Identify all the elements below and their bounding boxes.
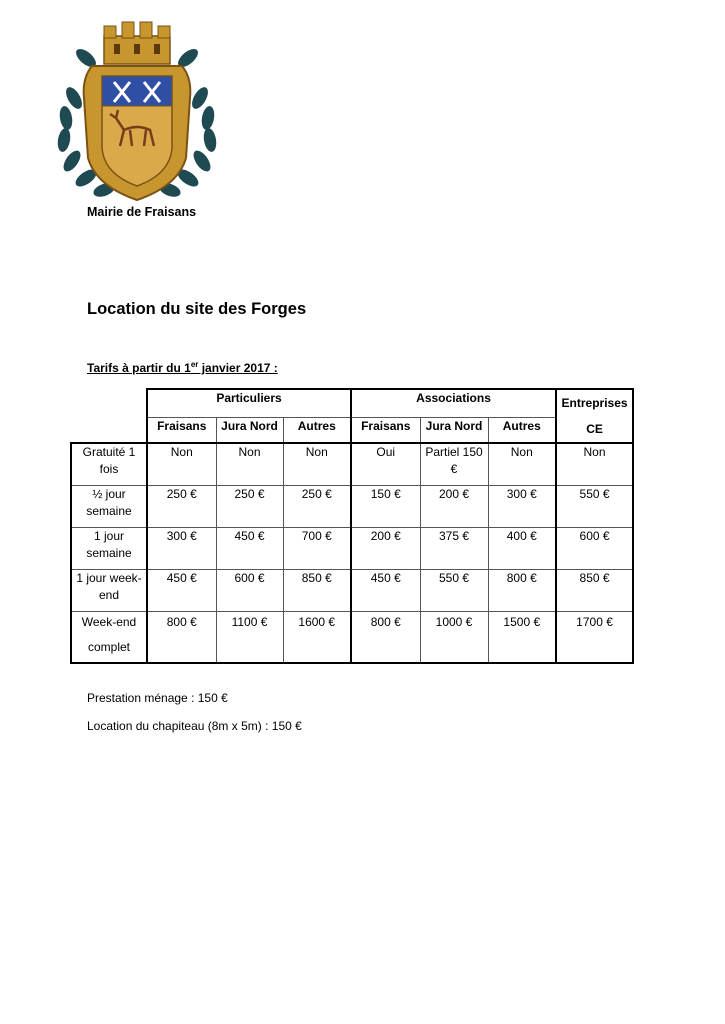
column-header: Jura Nord: [420, 417, 488, 443]
table-cell: 450 €: [351, 569, 420, 611]
table-cell: 450 €: [216, 527, 283, 569]
table-cell: 1600 €: [283, 611, 351, 663]
row-label-line2: complet: [87, 639, 131, 654]
table-cell: 850 €: [283, 569, 351, 611]
column-header: Jura Nord: [216, 417, 283, 443]
table-corner-2: [71, 417, 147, 443]
coat-of-arms-logo: [52, 18, 222, 208]
table-cell: Non: [216, 443, 283, 485]
organization-name: Mairie de Fraisans: [87, 205, 197, 219]
subtitle-suffix: janvier 2017 :: [198, 361, 278, 375]
column-header: Autres: [488, 417, 556, 443]
document-title: Location du site des Forges: [87, 300, 307, 318]
column-header: Fraisans: [351, 417, 420, 443]
table-cell: 300 €: [488, 485, 556, 527]
table-cell: 400 €: [488, 527, 556, 569]
table-corner: [71, 389, 147, 417]
table-cell: 375 €: [420, 527, 488, 569]
table-cell: 800 €: [351, 611, 420, 663]
table-cell: 800 €: [147, 611, 216, 663]
column-header: Fraisans: [147, 417, 216, 443]
group-header-particuliers: Particuliers: [147, 389, 351, 417]
table-cell: Non: [283, 443, 351, 485]
subtitle-superscript: er: [190, 360, 199, 369]
table-row: [71, 527, 633, 569]
table-cell: 450 €: [147, 569, 216, 611]
table-row: [71, 443, 633, 485]
table-cell: 250 €: [147, 485, 216, 527]
row-label: ½ jour semaine: [71, 485, 147, 527]
subtitle-prefix: Tarifs à partir du 1: [87, 361, 191, 375]
table-cell: 550 €: [420, 569, 488, 611]
table-cell: 150 €: [351, 485, 420, 527]
ce-label: CE: [586, 422, 603, 436]
cleaning-service-note: Prestation ménage : 150 €: [87, 691, 228, 705]
row-label: 1 jour week-end: [71, 569, 147, 611]
table-cell: Non: [488, 443, 556, 485]
table-cell: 600 €: [216, 569, 283, 611]
table-cell: 550 €: [556, 485, 633, 527]
table-cell: Oui: [351, 443, 420, 485]
table-cell: 200 €: [420, 485, 488, 527]
table-cell: Partiel 150 €: [420, 443, 488, 485]
table-row: [71, 485, 633, 527]
group-header-entreprises: [556, 389, 633, 443]
row-label: Gratuité 1 fois: [71, 443, 147, 485]
tariffs-subtitle: [87, 360, 278, 375]
table-cell: 1000 €: [420, 611, 488, 663]
row-label-line1: Week-end: [81, 614, 137, 629]
table-row: [71, 611, 633, 663]
group-header-associations: Associations: [351, 389, 556, 417]
entreprises-label: Entreprises: [561, 396, 628, 410]
table-cell: 300 €: [147, 527, 216, 569]
table-cell: 850 €: [556, 569, 633, 611]
table-cell: 250 €: [216, 485, 283, 527]
table-cell: Non: [147, 443, 216, 485]
table-cell: 200 €: [351, 527, 420, 569]
column-header: Autres: [283, 417, 351, 443]
table-row: [71, 569, 633, 611]
table-cell: 600 €: [556, 527, 633, 569]
table-cell: 800 €: [488, 569, 556, 611]
marquee-rental-note: Location du chapiteau (8m x 5m) : 150 €: [87, 719, 302, 733]
table-cell: 1500 €: [488, 611, 556, 663]
row-label: 1 jour semaine: [71, 527, 147, 569]
row-label: [71, 611, 147, 663]
table-cell: 1700 €: [556, 611, 633, 663]
table-cell: 1100 €: [216, 611, 283, 663]
table-cell: 700 €: [283, 527, 351, 569]
table-cell: Non: [556, 443, 633, 485]
tariffs-table: [70, 388, 634, 664]
mural-crown-icon: [104, 22, 170, 64]
table-cell: 250 €: [283, 485, 351, 527]
